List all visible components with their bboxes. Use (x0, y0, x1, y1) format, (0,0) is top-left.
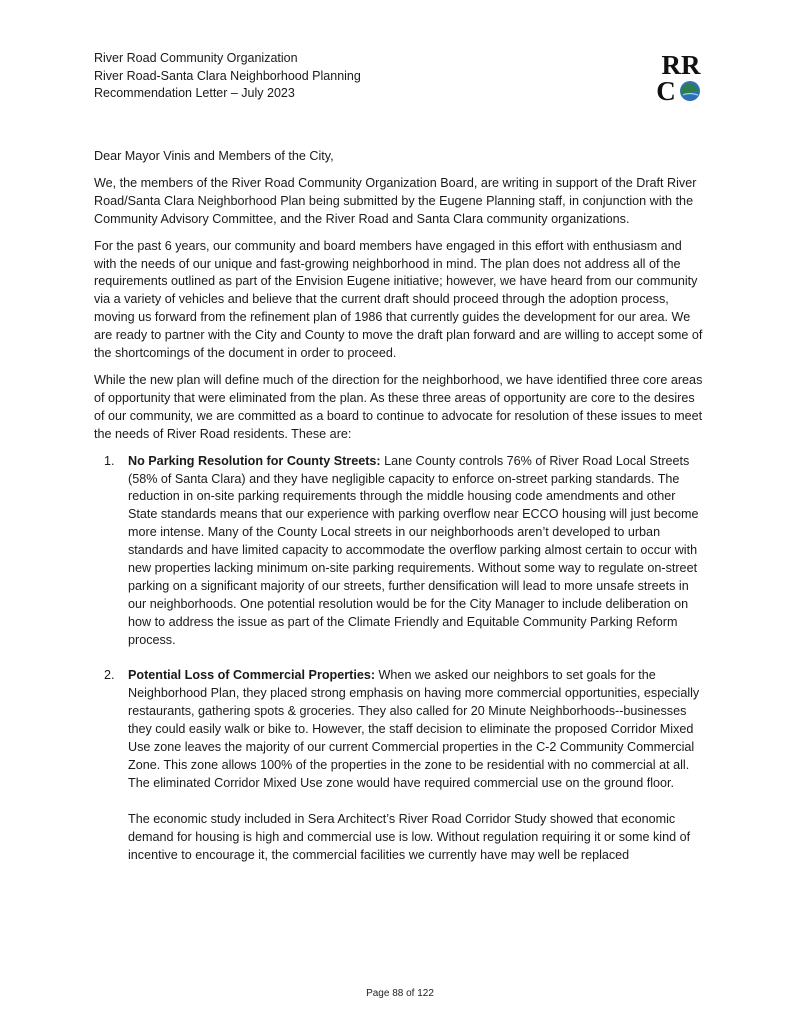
list-item-text: When we asked our neighbors to set goals for the Neighborhood Plan, they placed strong emphasis on having more commercial opportunities, especially restaurants, gathering spots & groceries. They also called for 20 Minute Neighborhoods--businesses they could easily walk or bike to. However, the staff decision to eliminate the proposed Corridor Mixed Use zone leaves the majority of our current Commercial properties in the C-2 Community Commercial Zone. This zone allows 100% of the properties in the zone to be residential with no commercial at all. The eliminated Corridor Mixed Use zone would have required commercial use on the ground floor. (128, 668, 700, 790)
list-item (94, 453, 706, 650)
rrco-logo (656, 48, 706, 102)
logo-letters-rr: RR (661, 50, 701, 80)
page-number: Page 88 of 122 (366, 988, 434, 999)
list-item-title: No Parking Resolution for County Streets: (128, 453, 381, 468)
list-spacer (94, 650, 706, 668)
list-item-continuation: The economic study included in Sera Architect’s River Road Corridor Study showed that economic demand for housing is high and commercial use is low. Without regulation requiring it or some kind of incentive to encourage it, the commercial facilities we currently have may well be replaced (128, 811, 691, 862)
paragraph-engagement: For the past 6 years, our community and board members have engaged in this effort with enthusiasm and with the needs of our unique and fast-growing neighborhood in mind. The plan does not address all of the requirements outlined as part of the Envision Eugene initiative; however, we have heard from our community via a variety of vehicles and believe that the current draft should proceed through the adoption process, moving us forward from the refinement plan of 1986 that currently guides the development for our area. We are ready to partner with the City and County to move the draft plan forward and are willing to accept some of the shortcomings of the document in order to proceed. (94, 238, 703, 361)
letter-body (94, 148, 706, 864)
opportunity-list (94, 453, 706, 865)
letter-header (94, 50, 361, 103)
paragraph-opportunities: While the new plan will define much of the direction for the neighborhood, we have identified three core areas of opportunity that were eliminated from the plan. As these three areas of opportunity are core to the desires of our community, we are committed as a board to continue to advocate for resolution of these issues to meet the needs of River Road residents. These are: (94, 372, 703, 441)
logo-letter-c: C (656, 76, 676, 102)
list-item-text: Lane County controls 76% of River Road Local Streets (58% of Santa Clara) and they have negligible capacity to enforce on-street parking standards. The reduction in on-site parking requirements through the middle housing code amendments and other State standards means that our experience with parking overflow near ECCO housing will just become more intense. Many of the County Local streets in our neighborhoods aren’t developed to urban standards and have limited capacity to accommodate the overflow parking almost certain to occur with new properties lacking minimum on-site parking requirements. Without some way to regulate on-street parking on a significant majority of our streets, further densification will lead to more unsafe streets in our neighborhoods. One potential resolution would be for the City Manager to include deliberation on how to address the issue as part of the Climate Friendly and Equitable Community Parking Reform process. (128, 453, 699, 647)
list-item-paragraph (128, 667, 706, 792)
header-document-title: Recommendation Letter – July 2023 (94, 86, 295, 100)
list-item-number: 1. (104, 453, 115, 468)
header-project: River Road-Santa Clara Neighborhood Planning (94, 68, 361, 83)
header-organization: River Road Community Organization (94, 51, 298, 65)
paragraph-support: We, the members of the River Road Community Organization Board, are writing in support of the Draft River Road/Santa Clara Neighborhood Plan being submitted by the Eugene Planning staff, in conjunction with the Community Advisory Committee, and the River Road and Santa Clara community organizations. (94, 175, 697, 226)
list-item (94, 667, 706, 864)
list-item-paragraph (128, 453, 706, 650)
list-item-title: Potential Loss of Commercial Properties: (128, 668, 376, 683)
salutation: Dear Mayor Vinis and Members of the City, (94, 149, 334, 163)
list-item-number: 2. (104, 668, 115, 683)
